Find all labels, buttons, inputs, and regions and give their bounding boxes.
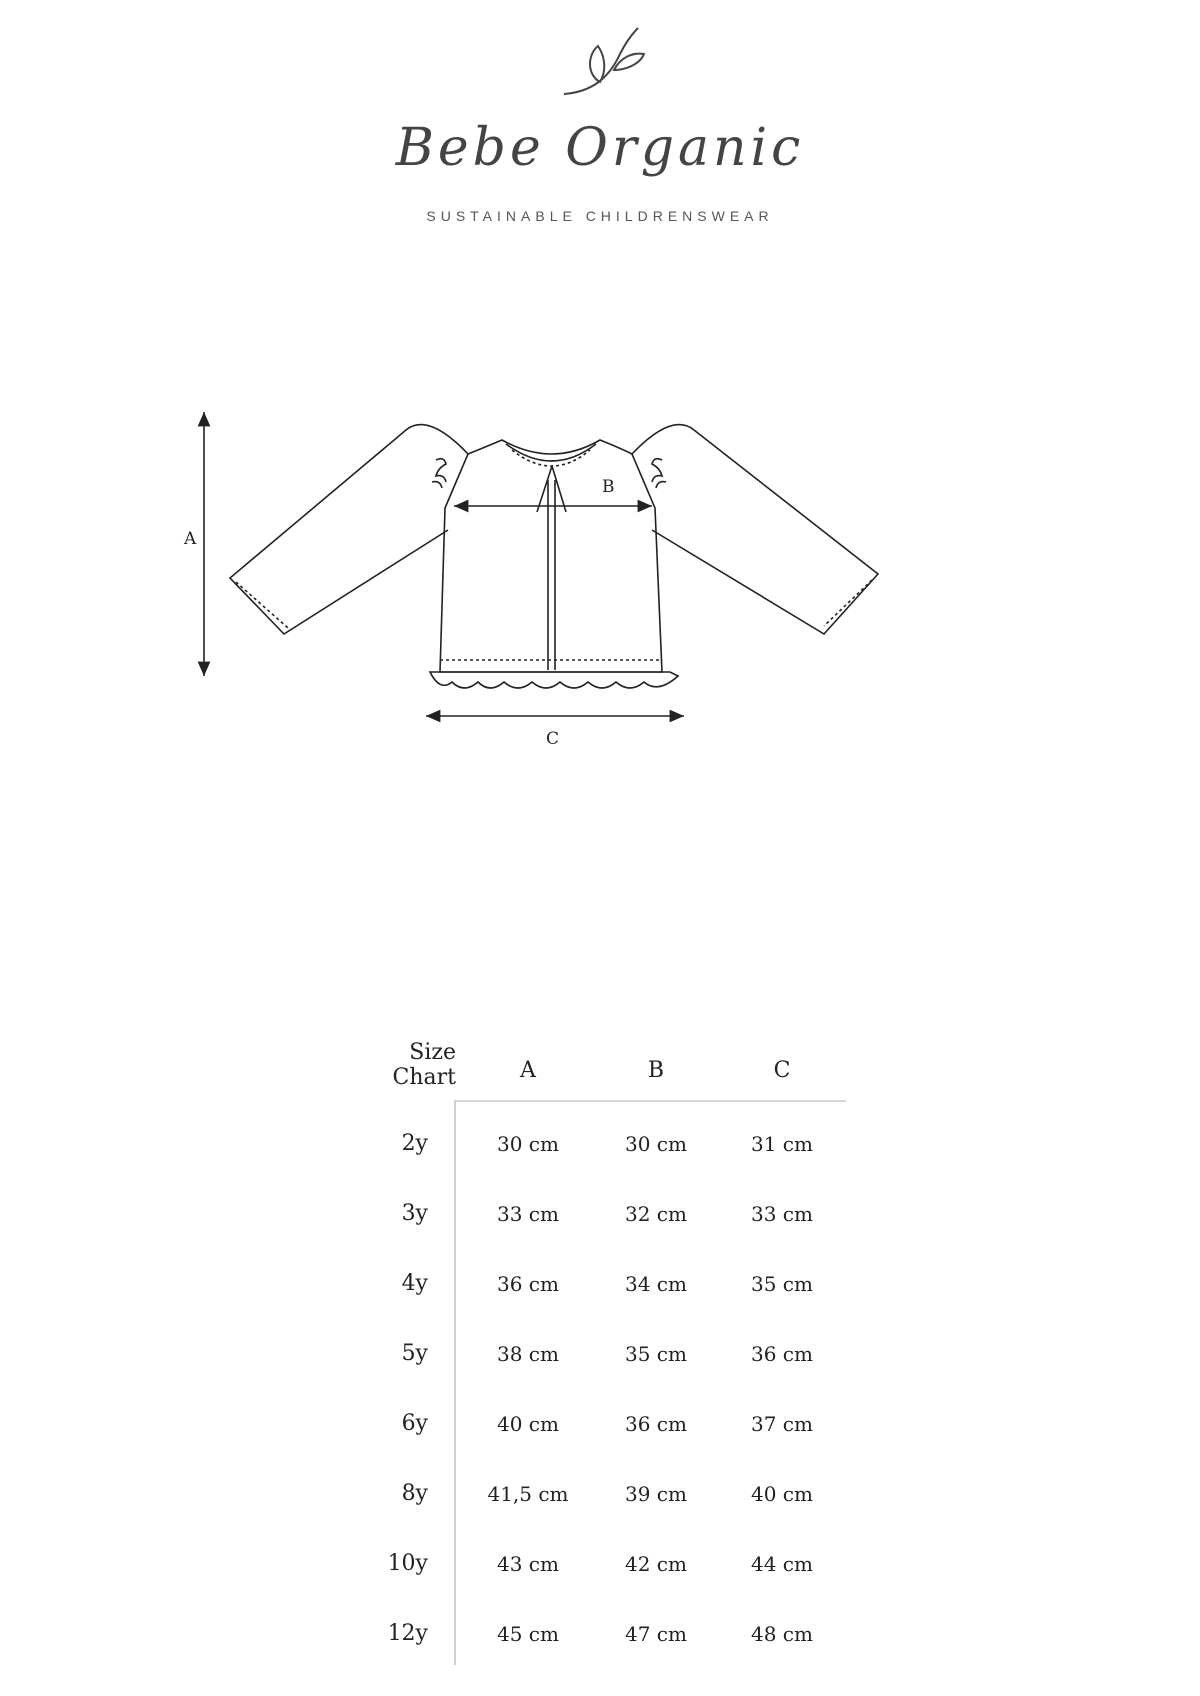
column-header-b: B [647,1058,665,1083]
table-cell-a: 45 cm [497,1622,559,1646]
table-cell-c: 40 cm [751,1482,813,1506]
jacket-diagram [184,420,1000,840]
table-cell-b: 35 cm [625,1342,687,1366]
table-row [360,1194,840,1234]
dimension-a-label: A [184,529,197,549]
table-cell-c: 33 cm [751,1202,813,1226]
table-row [360,1124,840,1164]
row-size-label: 2y [401,1131,428,1156]
table-cell-c: 44 cm [751,1552,813,1576]
brand-tagline: SUSTAINABLE CHILDRENSWEAR [426,208,774,224]
jacket-icon [230,425,878,688]
brand-name: Bebe Organic [395,118,805,178]
row-size-label: 12y [387,1621,428,1646]
table-row [360,1404,840,1444]
row-size-label: 4y [401,1271,428,1296]
table-cell-b: 42 cm [625,1552,687,1576]
table-cell-a: 43 cm [497,1552,559,1576]
table-cell-b: 47 cm [625,1622,687,1646]
row-size-label: 10y [387,1551,428,1576]
table-cell-c: 31 cm [751,1132,813,1156]
size-chart-title: Size Chart [392,1040,456,1090]
size-chart-table [360,1040,840,1670]
dimension-b-label: B [602,477,615,497]
table-row [360,1474,840,1514]
table-cell-b: 39 cm [625,1482,687,1506]
brand-header [0,0,1200,240]
table-cell-a: 30 cm [497,1132,559,1156]
row-size-label: 8y [401,1481,428,1506]
row-size-label: 6y [401,1411,428,1436]
table-cell-a: 40 cm [497,1412,559,1436]
table-row [360,1264,840,1304]
table-cell-a: 33 cm [497,1202,559,1226]
table-cell-b: 36 cm [625,1412,687,1436]
table-cell-a: 36 cm [497,1272,559,1296]
table-cell-b: 32 cm [625,1202,687,1226]
table-row [360,1614,840,1654]
column-header-c: C [773,1058,791,1083]
table-cell-b: 30 cm [625,1132,687,1156]
table-cell-c: 48 cm [751,1622,813,1646]
header-divider [454,1100,846,1102]
table-cell-a: 41,5 cm [487,1482,569,1506]
table-cell-c: 37 cm [751,1412,813,1436]
table-cell-c: 35 cm [751,1272,813,1296]
row-size-label: 5y [401,1341,428,1366]
table-cell-c: 36 cm [751,1342,813,1366]
table-cell-b: 34 cm [625,1272,687,1296]
table-row [360,1544,840,1584]
dimension-c-label: C [546,729,560,749]
row-size-label: 3y [401,1201,428,1226]
table-cell-a: 38 cm [497,1342,559,1366]
table-row [360,1334,840,1374]
leaf-sprig-icon [560,24,650,100]
column-header-a: A [520,1058,536,1083]
